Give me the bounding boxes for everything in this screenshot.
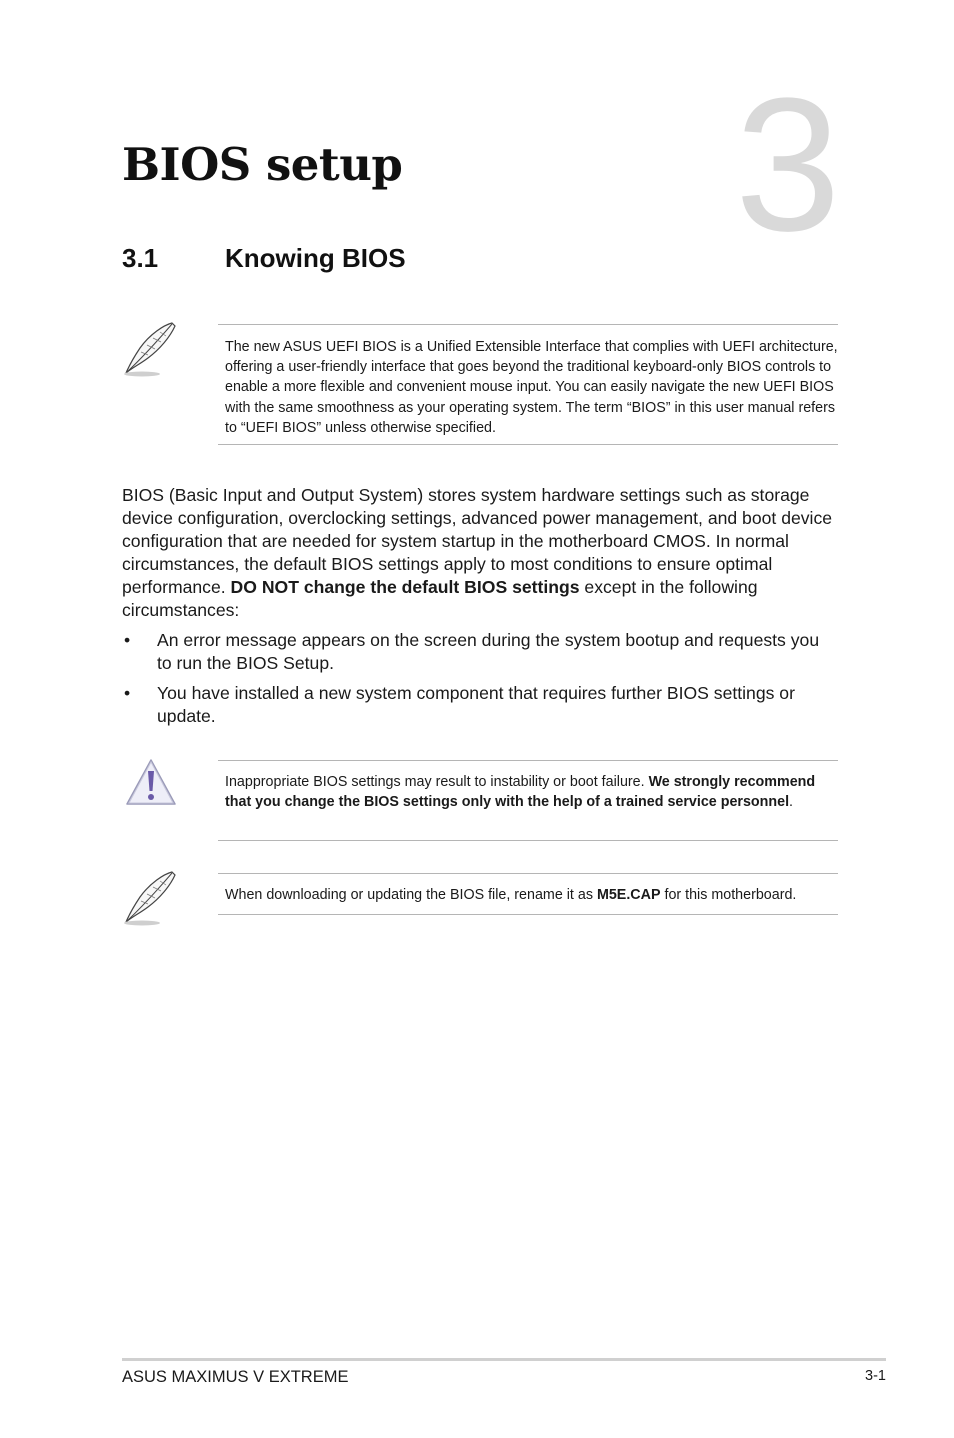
note-text: The new ASUS UEFI BIOS is a Unified Extensible Interface that complies with UEFI architecture, offering a user-friendly interface that goes beyond the traditional keyboard-only BIOS controls to enable a more flexible and convenient mouse input. You can easily navigate the new UEFI BIOS with the same smoothness as your operating system. The term “BIOS” in this user manual refers to “UEFI BIOS” unless otherwise specified. [225,339,838,436]
caution-text-bold: We strongly recommend that you change the BIOS settings only with the help of a trained service personnel [225,774,816,811]
caution-box [218,760,838,841]
page-number: 3-1 [865,1368,886,1384]
pen-icon [120,320,180,383]
caution-text-start: Inappropriate BIOS settings may result to instability or boot failure. [225,774,649,790]
body-text-end: except in the following circumstances: [122,577,758,620]
caution-text [218,772,838,812]
chapter-title: BIOS setup [122,138,403,191]
warning-icon [124,757,178,814]
section-number: 3.1 [122,243,159,273]
note-text-end: for this motherboard. [660,887,797,903]
pen-icon [120,869,180,932]
note-text-start: When downloading or updating the BIOS file, rename it as [225,887,597,903]
footer-product-name: ASUS MAXIMUS V EXTREME [122,1368,349,1386]
list-item-text: You have installed a new system component that requires further BIOS settings or update. [157,683,795,726]
caution-text-end: . [789,794,794,811]
section-title: Knowing BIOS [225,243,406,273]
note-text-bold: M5E.CAP [596,887,661,903]
body-paragraph [122,484,834,622]
chapter-number: 3 [735,59,841,271]
section-heading [122,243,406,274]
note-box [218,324,838,445]
bullet-marker: • [124,683,131,703]
body-text-start: BIOS (Basic Input and Output System) stores system hardware settings such as storage device configuration, overclocking settings, advanced power management, and boot device configuration that are needed for system startup in the motherboard CMOS. In normal circumstances, the default BIOS settings apply to most conditions to ensure optimal performance. [122,485,833,597]
note-text [218,885,838,905]
list-item-text: An error message appears on the screen during the system bootup and requests you to run the BIOS Setup. [157,630,820,673]
list-item [122,629,834,675]
body-text-bold: DO NOT change the default BIOS settings [230,577,580,597]
note-box [218,873,838,915]
footer-divider [122,1358,886,1361]
bullet-marker: • [124,630,131,650]
bullet-list [122,629,834,735]
list-item [122,682,834,728]
